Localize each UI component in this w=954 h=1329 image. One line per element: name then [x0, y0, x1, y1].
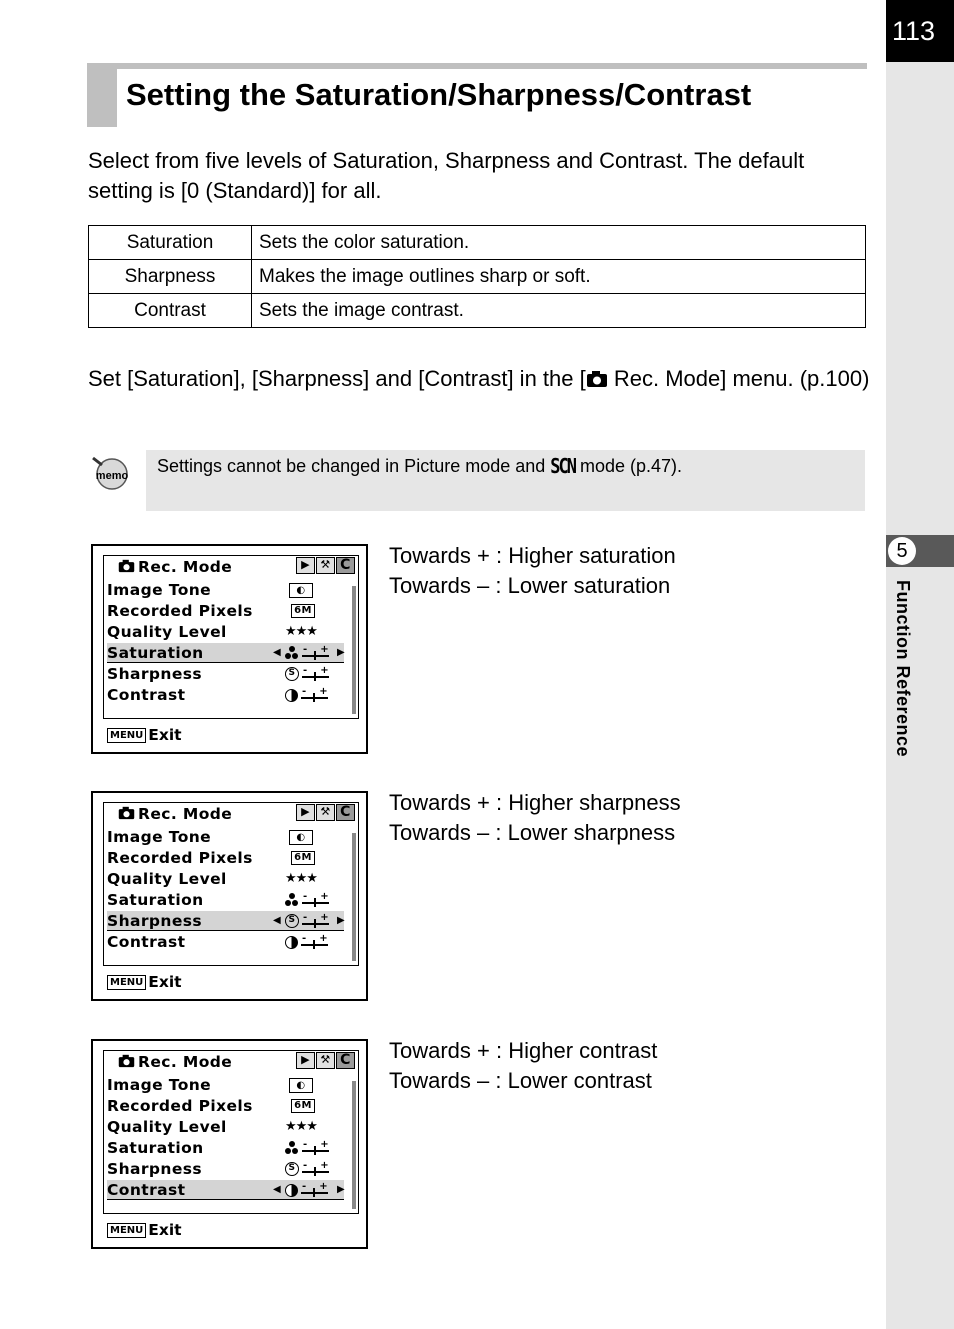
- camera-icon: [118, 559, 135, 573]
- menu-item[interactable]: [107, 869, 344, 889]
- table-desc: Sets the image contrast.: [252, 294, 866, 328]
- playback-tab-icon[interactable]: ▶: [296, 1052, 315, 1069]
- arrow-left-icon[interactable]: ◀: [273, 1184, 282, 1195]
- saturation-icon: [285, 1141, 299, 1155]
- arrow-right-icon[interactable]: ▶: [337, 915, 346, 926]
- settings-table: [88, 225, 866, 328]
- menu-item[interactable]: [107, 1138, 344, 1158]
- playback-tab-icon[interactable]: ▶: [296, 557, 315, 574]
- table-term: Sharpness: [89, 260, 252, 294]
- menu-item[interactable]: [107, 1075, 344, 1095]
- intro-paragraph: Select from five levels of Saturation, Sharpness and Contrast. The default setting is [0 (Standard)] for all.: [88, 148, 805, 203]
- menu-item-value: [285, 869, 317, 889]
- memo-text-end: mode (p.47).: [575, 456, 683, 476]
- level-slider-icon: - +: [302, 893, 329, 907]
- scn-mode-icon: SCN: [550, 455, 575, 479]
- camera-screen: [91, 544, 368, 754]
- menu-item-value: [285, 1117, 317, 1137]
- menu-button-icon: MENU: [107, 1223, 146, 1238]
- minus-description: Towards – : Lower contrast: [389, 1068, 652, 1093]
- scrollbar[interactable]: [352, 586, 356, 714]
- menu-item-label: Image Tone: [107, 581, 212, 599]
- exit-hint: [107, 973, 182, 991]
- memo-note: [146, 450, 865, 511]
- quality-stars-icon: ★★★: [285, 871, 317, 886]
- saturation-icon: [285, 646, 299, 660]
- memo-icon: [90, 454, 132, 490]
- recorded-pixels-icon: 6M: [291, 1099, 315, 1113]
- custom-tab-icon[interactable]: C: [336, 804, 355, 821]
- level-slider-icon: - +: [302, 1162, 329, 1176]
- recorded-pixels-icon: 6M: [291, 604, 315, 618]
- level-slider-icon: - +: [302, 914, 329, 928]
- menu-header: [104, 803, 357, 825]
- contrast-icon: [285, 1184, 298, 1197]
- menu-item-label: Sharpness: [107, 665, 202, 683]
- menu-item-label: Saturation: [107, 891, 204, 909]
- exit-label: Exit: [148, 1221, 182, 1239]
- instruction-end: Rec. Mode] menu. (p.100): [607, 366, 870, 391]
- menu-item-value: [291, 601, 315, 621]
- menu-item-label: Contrast: [107, 686, 186, 704]
- menu-header: [104, 1051, 357, 1073]
- menu-item-label: Saturation: [107, 644, 204, 662]
- menu-item-value: [285, 685, 328, 705]
- recorded-pixels-icon: 6M: [291, 851, 315, 865]
- image-tone-icon: ◐: [289, 583, 313, 598]
- page-number: 113: [886, 0, 954, 62]
- exit-label: Exit: [148, 973, 182, 991]
- menu-item[interactable]: [107, 664, 344, 684]
- camera-icon: [118, 806, 135, 820]
- camera-icon: [118, 1054, 135, 1068]
- memo-text-start: Settings cannot be changed in Picture mode and: [157, 456, 551, 476]
- menu-item[interactable]: [107, 1117, 344, 1137]
- setup-tab-icon[interactable]: ⚒: [316, 804, 335, 821]
- menu-item-label: Image Tone: [107, 828, 212, 846]
- menu-item[interactable]: [107, 848, 344, 868]
- menu-item-value: [285, 1159, 329, 1179]
- menu-item-label: Quality Level: [107, 623, 227, 641]
- menu-item-value: [285, 622, 317, 642]
- exit-hint: [107, 1221, 182, 1239]
- menu-item[interactable]: [107, 685, 344, 705]
- menu-item[interactable]: [107, 911, 344, 931]
- memo-icon-label: memo: [95, 470, 129, 482]
- table-desc: Sets the color saturation.: [252, 226, 866, 260]
- menu-item-value: [289, 827, 313, 847]
- level-slider-icon: - +: [301, 688, 328, 702]
- menu-title: Rec. Mode: [138, 805, 233, 823]
- adjustment-description: [389, 1036, 657, 1096]
- arrow-left-icon[interactable]: ◀: [273, 647, 282, 658]
- menu-item[interactable]: [107, 932, 344, 952]
- camera-screen: [91, 791, 368, 1001]
- chapter-number: 5: [888, 537, 916, 565]
- menu-item-value: [285, 664, 329, 684]
- menu-item[interactable]: [107, 1180, 344, 1200]
- menu-item-label: Sharpness: [107, 912, 202, 930]
- menu-item-label: Quality Level: [107, 1118, 227, 1136]
- menu-item-value: [289, 580, 313, 600]
- camera-icon: [586, 370, 608, 388]
- arrow-left-icon[interactable]: ◀: [273, 915, 282, 926]
- menu-item-label: Recorded Pixels: [107, 849, 253, 867]
- table-desc: Makes the image outlines sharp or soft.: [252, 260, 866, 294]
- menu-panel: [103, 1050, 359, 1214]
- saturation-icon: [285, 893, 299, 907]
- menu-instruction: [88, 364, 878, 394]
- adjustment-description: [389, 541, 676, 601]
- level-slider-icon: - +: [301, 1183, 328, 1197]
- menu-panel: [103, 555, 359, 719]
- menu-item[interactable]: [107, 890, 344, 910]
- scrollbar[interactable]: [352, 1081, 356, 1209]
- menu-item-value: [291, 848, 315, 868]
- title-bar: [87, 63, 867, 69]
- menu-item-label: Quality Level: [107, 870, 227, 888]
- menu-title: Rec. Mode: [138, 1053, 233, 1071]
- menu-item-value: [285, 890, 329, 910]
- table-term: Saturation: [89, 226, 252, 260]
- playback-tab-icon[interactable]: ▶: [296, 804, 315, 821]
- level-slider-icon: - +: [302, 1141, 329, 1155]
- contrast-icon: [285, 936, 298, 949]
- menu-tabs: [296, 557, 355, 574]
- quality-stars-icon: ★★★: [285, 1119, 317, 1134]
- menu-item-label: Saturation: [107, 1139, 204, 1157]
- table-row: [89, 226, 866, 260]
- menu-tabs: [296, 804, 355, 821]
- menu-panel: [103, 802, 359, 966]
- menu-button-icon: MENU: [107, 728, 146, 743]
- menu-item-label: Contrast: [107, 933, 186, 951]
- page-title: Setting the Saturation/Sharpness/Contrast: [126, 77, 752, 112]
- menu-item-label: Recorded Pixels: [107, 1097, 253, 1115]
- chapter-label: Function Reference: [893, 580, 913, 758]
- scrollbar[interactable]: [352, 833, 356, 961]
- menu-item[interactable]: [107, 601, 344, 621]
- table-row: [89, 260, 866, 294]
- menu-item-label: Sharpness: [107, 1160, 202, 1178]
- setup-tab-icon[interactable]: ⚒: [316, 1052, 335, 1069]
- image-tone-icon: ◐: [289, 1078, 313, 1093]
- level-slider-icon: - +: [301, 935, 328, 949]
- level-slider-icon: - +: [302, 667, 329, 681]
- menu-header: [104, 556, 357, 578]
- contrast-icon: [285, 689, 298, 702]
- instruction-start: Set [Saturation], [Sharpness] and [Contrast] in the [: [88, 366, 586, 391]
- menu-item[interactable]: [107, 1096, 344, 1116]
- menu-title: Rec. Mode: [138, 558, 233, 576]
- menu-tabs: [296, 1052, 355, 1069]
- arrow-right-icon[interactable]: ▶: [337, 1184, 346, 1195]
- sharpness-icon: S: [285, 1162, 299, 1176]
- menu-item[interactable]: [107, 622, 344, 642]
- table-term: Contrast: [89, 294, 252, 328]
- menu-item-value: [291, 1096, 315, 1116]
- menu-item-label: Image Tone: [107, 1076, 212, 1094]
- exit-label: Exit: [148, 726, 182, 744]
- menu-item-value: [289, 1075, 313, 1095]
- menu-item-value: [285, 643, 329, 663]
- title-block: [87, 63, 117, 127]
- setup-tab-icon[interactable]: ⚒: [316, 557, 335, 574]
- sharpness-icon: S: [285, 914, 299, 928]
- exit-hint: [107, 726, 182, 744]
- level-slider-icon: - +: [302, 646, 329, 660]
- adjustment-description: [389, 788, 681, 848]
- menu-item-label: Contrast: [107, 1181, 186, 1199]
- plus-description: Towards + : Higher saturation: [389, 543, 676, 568]
- menu-item[interactable]: [107, 580, 344, 600]
- menu-item-value: [285, 911, 329, 931]
- camera-screen: [91, 1039, 368, 1249]
- plus-description: Towards + : Higher sharpness: [389, 790, 681, 815]
- quality-stars-icon: ★★★: [285, 624, 317, 639]
- arrow-right-icon[interactable]: ▶: [337, 647, 346, 658]
- plus-description: Towards + : Higher contrast: [389, 1038, 658, 1063]
- sharpness-icon: S: [285, 667, 299, 681]
- image-tone-icon: ◐: [289, 830, 313, 845]
- custom-tab-icon[interactable]: C: [336, 1052, 355, 1069]
- menu-item[interactable]: [107, 643, 344, 663]
- minus-description: Towards – : Lower sharpness: [389, 820, 676, 845]
- minus-description: Towards – : Lower saturation: [389, 573, 671, 598]
- menu-item[interactable]: [107, 827, 344, 847]
- table-row: [89, 294, 866, 328]
- menu-item-label: Recorded Pixels: [107, 602, 253, 620]
- menu-item-value: [285, 932, 328, 952]
- menu-button-icon: MENU: [107, 975, 146, 990]
- custom-tab-icon[interactable]: C: [336, 557, 355, 574]
- menu-item-value: [285, 1138, 329, 1158]
- menu-item-value: [285, 1180, 328, 1200]
- menu-item[interactable]: [107, 1159, 344, 1179]
